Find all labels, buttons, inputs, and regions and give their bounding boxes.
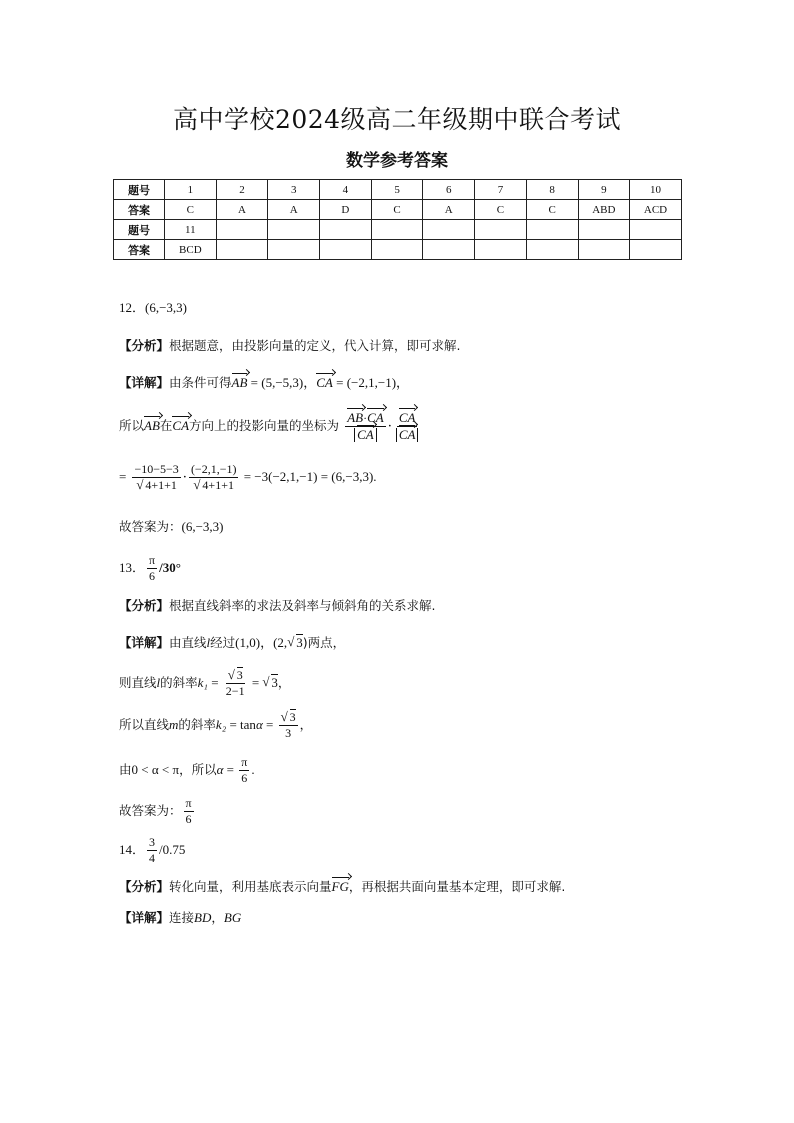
answer-value: (6,−3,3) — [145, 300, 188, 315]
text: 由 — [119, 762, 132, 777]
table-cell: 1 — [165, 180, 217, 200]
slope-symbol: k₂ — [215, 717, 227, 732]
equals-sign: = — [119, 469, 127, 484]
numerator: π — [185, 796, 192, 810]
vector-value: = (−2,1,−1)， — [332, 375, 410, 390]
q12-analysis — [119, 336, 461, 354]
answer-alt: /0.75 — [159, 842, 186, 857]
conclusion-fraction — [184, 796, 194, 827]
segment-name: BG — [223, 910, 242, 925]
table-cell: 9 — [578, 180, 630, 200]
analysis-tag: 【分析】 — [119, 338, 170, 353]
table-cell: C — [475, 200, 527, 220]
denominator: 2−1 — [225, 684, 245, 698]
text: 经过 — [210, 635, 236, 650]
text: )两点， — [302, 635, 346, 650]
table-cell: C — [371, 200, 423, 220]
table-cell — [320, 240, 372, 260]
table-cell — [630, 240, 682, 260]
vector-ca: CA — [172, 418, 190, 433]
calc-fraction-1 — [132, 462, 180, 493]
slope-symbol: k₁ — [197, 675, 208, 690]
q12-projection: 所以AB在CA方向上的投影向量的坐标为 $\frac{AB\cdot CA}{CA}$ · $\frac{CA}{CA}$ — [119, 410, 422, 443]
table-cell — [371, 240, 423, 260]
answer-fraction — [147, 553, 157, 584]
q12-detail — [119, 372, 409, 391]
slope-fraction — [224, 668, 247, 699]
denominator: 4 — [149, 851, 156, 865]
slope-fraction — [279, 710, 298, 741]
text: 则直线 — [119, 675, 157, 690]
detail-tag: 【详解】 — [119, 635, 170, 650]
q13-analysis — [119, 596, 436, 614]
angle-symbol: α — [255, 717, 263, 732]
sqrt-value: 3 — [296, 635, 303, 650]
denominator: 4+1+1 — [145, 478, 177, 492]
table-cell: ABD — [578, 200, 630, 220]
numerator: 3 — [289, 710, 296, 724]
table-cell — [578, 240, 630, 260]
numerator: 3 — [236, 668, 243, 682]
q13-detail — [119, 632, 345, 651]
table-cell — [526, 220, 578, 240]
vector-ca: CA — [357, 427, 374, 442]
detail-tag: 【详解】 — [119, 375, 170, 390]
text: = tan — [226, 717, 256, 732]
q14-answer-line — [119, 835, 185, 866]
question-number: 13． — [119, 560, 146, 575]
analysis-tag: 【分析】 — [119, 598, 170, 613]
unit-vector-fraction — [394, 410, 421, 443]
table-cell — [475, 220, 527, 240]
numerator: π — [149, 553, 156, 567]
table-cell: C — [165, 200, 217, 220]
table-row — [114, 200, 682, 220]
denominator: 3 — [285, 726, 292, 740]
table-cell: 11 — [165, 220, 217, 240]
table-cell — [268, 240, 320, 260]
calc-result: = −3(−2,1,−1) = (6,−3,3). — [240, 469, 377, 484]
q12-calculation: = −10−5−3 √ 4+1+1 · (−2,1,−1) √ 4+1+1 = −3(−2,1,−1) = (6,−3,3). — [119, 462, 377, 493]
vector-ab: AB — [347, 410, 364, 425]
table-cell: 5 — [371, 180, 423, 200]
angle-symbol: α — [216, 762, 224, 777]
table-cell: C — [526, 200, 578, 220]
table-cell — [320, 220, 372, 240]
table-cell: ACD — [630, 200, 682, 220]
table-row — [114, 240, 682, 260]
table-cell — [423, 240, 475, 260]
q13-answer-line — [119, 553, 181, 584]
range-inequality: 0 < α < π — [131, 762, 180, 777]
table-cell: 题号 — [114, 180, 165, 200]
q13-slope-2: 所以直线m的斜率k₂ = tanα = √ $\frac{3}{3}$ ， — [119, 710, 312, 741]
angle-fraction — [239, 755, 249, 786]
analysis-text: 根据直线斜率的求法及斜率与倾斜角的关系求解. — [169, 598, 436, 613]
vector-ca: CA — [367, 410, 384, 425]
table-cell: 答案 — [114, 200, 165, 220]
denominator: 6 — [185, 812, 192, 826]
table-cell — [371, 220, 423, 240]
table-cell: 7 — [475, 180, 527, 200]
conclusion-label: 故答案为： — [119, 519, 182, 534]
numerator: 3 — [149, 835, 156, 849]
vector-ca: CA — [398, 427, 416, 442]
analysis-text: 转化向量，利用基底表示向量 — [169, 879, 332, 894]
table-cell — [475, 240, 527, 260]
vector-ca: CA — [316, 375, 333, 390]
line-name: m — [169, 717, 179, 732]
table-cell: 2 — [216, 180, 268, 200]
q12-answer-line — [119, 297, 187, 316]
table-cell: 3 — [268, 180, 320, 200]
denominator: 4+1+1 — [202, 478, 234, 492]
answer-table — [113, 179, 682, 260]
table-cell — [268, 220, 320, 240]
point: ，(2, — [260, 635, 288, 650]
q14-detail: 【详解】连接BD，BG — [119, 910, 242, 925]
vector-ca: CA — [398, 410, 416, 425]
q13-slope-1: 则直线l的斜率k₁ = √ $\frac{3}{2-1}$ = √ 3， — [119, 668, 290, 699]
analysis-text: ，再根据共面向量基本定理，即可求解. — [348, 879, 566, 894]
vector-ab: AB — [144, 418, 160, 433]
table-cell: BCD — [165, 240, 217, 260]
table-cell: 10 — [630, 180, 682, 200]
q13-conclusion — [119, 796, 196, 827]
answer-fraction — [147, 835, 157, 866]
table-row — [114, 180, 682, 200]
sqrt-value: 3 — [271, 675, 278, 690]
analysis-text: 根据题意，由投影向量的定义，代入计算，即可求解. — [169, 338, 461, 353]
vector-fg: FG — [331, 879, 349, 894]
page-subtitle: 数学参考答案 — [346, 151, 448, 171]
table-cell — [216, 240, 268, 260]
q13-range: 由0 < α < π，所以α = $\frac{\pi}{6}$ . — [119, 755, 255, 785]
table-row — [114, 220, 682, 240]
q12-conclusion — [119, 517, 224, 535]
text: 由直线 — [169, 635, 207, 650]
vector-ab: AB — [231, 375, 248, 390]
table-cell: 4 — [320, 180, 372, 200]
denominator: 6 — [149, 569, 156, 583]
table-cell: 8 — [526, 180, 578, 200]
detail-text: 由条件可得 — [169, 375, 232, 390]
numerator: (−2,1,−1) — [190, 462, 237, 476]
table-cell: 答案 — [114, 240, 165, 260]
table-cell: 6 — [423, 180, 475, 200]
projection-fraction: $\frac{AB\cdot CA}{CA}$ — [347, 410, 384, 442]
segment-name: BD — [194, 910, 212, 925]
conclusion-label: 故答案为： — [119, 803, 182, 818]
table-cell — [423, 220, 475, 240]
line-name: l — [206, 635, 211, 650]
table-cell: A — [216, 200, 268, 220]
text: 方向上的投影向量的坐标为 — [189, 418, 340, 433]
analysis-tag: 【分析】 — [119, 879, 170, 894]
table-cell — [526, 240, 578, 260]
calc-fraction-2 — [189, 462, 239, 493]
table-cell: 题号 — [114, 220, 165, 240]
denominator: 6 — [241, 771, 248, 785]
text: 的斜率 — [160, 675, 198, 690]
text: ，所以 — [179, 762, 217, 777]
conclusion-value: (6,−3,3) — [181, 519, 224, 534]
table-cell: D — [320, 200, 372, 220]
q14-analysis — [119, 877, 565, 895]
table-cell — [216, 220, 268, 240]
text: 在 — [159, 418, 173, 433]
detail-tag: 【详解】 — [119, 910, 170, 925]
text: 所以 — [119, 418, 145, 433]
text: 所以直线 — [119, 717, 170, 732]
question-number: 12． — [119, 300, 146, 315]
numerator: −10−5−3 — [134, 462, 179, 476]
answer-alt: /30° — [159, 560, 181, 575]
text: 连接 — [169, 910, 195, 925]
table-cell — [578, 220, 630, 240]
question-number: 14． — [119, 842, 146, 857]
numerator: π — [241, 755, 248, 769]
vector-value: = (5,−5,3)， — [247, 375, 317, 390]
point: (1,0) — [235, 635, 261, 650]
table-cell — [630, 220, 682, 240]
line-name: l — [156, 675, 161, 690]
table-cell: A — [423, 200, 475, 220]
table-cell: A — [268, 200, 320, 220]
text: 的斜率 — [178, 717, 216, 732]
page-title: 高中学校2024级高二年级期中联合考试 — [172, 105, 622, 134]
